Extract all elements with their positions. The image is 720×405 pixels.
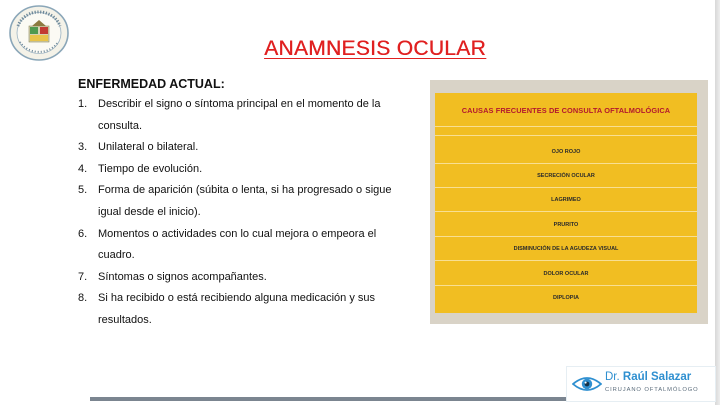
section-heading: ENFERMEDAD ACTUAL: <box>78 77 225 91</box>
item-text: Unilateral o bilateral. <box>98 141 199 154</box>
eye-icon <box>572 374 602 394</box>
causes-divider <box>435 187 697 188</box>
item-number: 5. <box>78 184 88 197</box>
list-item <box>78 180 403 223</box>
item-number: 7. <box>78 270 88 283</box>
item-text: Describir el signo o síntoma principal en el momento de la consulta. <box>98 98 381 132</box>
item-text: Forma de aparición (súbita o lenta, si ha progresado o sigue igual desde el inicio). <box>98 184 392 218</box>
doctor-logo <box>566 366 716 402</box>
causes-table <box>435 93 697 313</box>
causes-title: CAUSAS FRECUENTES DE CONSULTA OFTALMOLÓGICA <box>461 106 671 115</box>
cause-row: SECRECIÓN OCULAR <box>537 173 595 179</box>
cause-row: DISMINUCIÓN DE LA AGUDEZA VISUAL <box>513 246 619 252</box>
doctor-name-text: Raúl Salazar <box>622 371 692 383</box>
item-text: Si ha recibido o está recibiendo alguna medicación y sus resultados. <box>98 292 375 326</box>
list-item <box>78 159 403 181</box>
item-number: 3. <box>78 141 88 154</box>
causes-divider <box>435 163 697 164</box>
item-text: Tiempo de evolución. <box>98 162 203 175</box>
cause-row: DIPLOPIA <box>553 295 579 301</box>
causes-divider <box>435 135 697 136</box>
list-item <box>78 288 403 331</box>
doctor-title: CIRUJANO OFTALMÓLOGO <box>605 387 699 393</box>
cause-row: LAGRIMEO <box>551 197 581 203</box>
item-number: 4. <box>78 162 88 175</box>
item-number: 8. <box>78 292 88 305</box>
list-item <box>78 94 403 137</box>
doctor-prefix: Dr. <box>605 371 623 383</box>
doctor-name <box>605 371 691 383</box>
causes-divider <box>435 285 697 286</box>
item-text: Síntomas o signos acompañantes. <box>98 270 267 283</box>
causes-divider <box>435 236 697 237</box>
cause-row: DOLOR OCULAR <box>543 271 589 277</box>
symptom-checklist <box>78 94 403 332</box>
item-number: 6. <box>78 227 88 240</box>
causes-divider <box>435 126 697 127</box>
list-item <box>78 224 403 267</box>
list-item <box>78 267 403 289</box>
slide-title: ANAMNESIS OCULAR <box>264 37 486 60</box>
cause-row: PRURITO <box>553 222 579 228</box>
causes-divider <box>435 211 697 212</box>
cause-row: OJO ROJO <box>551 149 581 155</box>
causes-divider <box>435 260 697 261</box>
list-item <box>78 137 403 159</box>
item-number: 1. <box>78 98 88 110</box>
item-text: Momentos o actividades con lo cual mejora o empeora el cuadro. <box>98 227 377 262</box>
